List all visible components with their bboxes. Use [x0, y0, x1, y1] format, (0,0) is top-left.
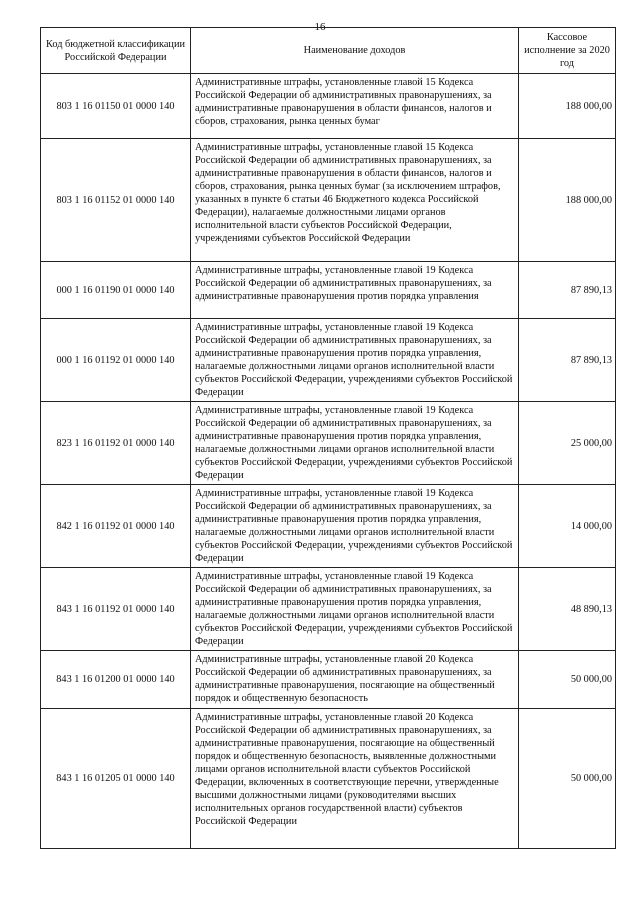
table-row: [41, 568, 616, 651]
table-row: [41, 651, 616, 709]
table-row: [41, 319, 616, 402]
row-name: Административные штрафы, установленные главой 19 Кодекса Российской Федерации об административных правонарушениях, за административные правонарушения против порядка управления: [191, 262, 519, 319]
row-amount: 188 000,00: [519, 74, 616, 139]
row-name: Административные штрафы, установленные главой 19 Кодекса Российской Федерации об административных правонарушениях, за административные правонарушения против порядка управления, налагаемые должностными лицами органов исполнительной власти субъектов Российской Федерации, учреждениями субъектов Российской Федерации: [191, 402, 519, 485]
row-amount: 50 000,00: [519, 709, 616, 849]
table-row: [41, 485, 616, 568]
row-name: Административные штрафы, установленные главой 19 Кодекса Российской Федерации об административных правонарушениях, за административные правонарушения против порядка управления, налагаемые должностными лицами органов исполнительной власти субъектов Российской Федерации, учреждениями субъектов Российской Федерации: [191, 568, 519, 651]
row-amount: 25 000,00: [519, 402, 616, 485]
row-name: Административные штрафы, установленные главой 15 Кодекса Российской Федерации об административных правонарушениях, за административные правонарушения в области финансов, налогов и сборов, страхования, рынка ценных бумаг: [191, 74, 519, 139]
table-row: [41, 709, 616, 849]
revenue-table: [40, 27, 616, 849]
page-number: 16: [314, 21, 326, 33]
row-code: 843 1 16 01200 01 0000 140: [41, 651, 191, 709]
table-row: [41, 139, 616, 262]
row-name: Административные штрафы, установленные главой 19 Кодекса Российской Федерации об административных правонарушениях, за административные правонарушения против порядка управления, налагаемые должностными лицами органов исполнительной власти субъектов Российской Федерации, учреждениями субъектов Российской Федерации: [191, 319, 519, 402]
row-amount: 188 000,00: [519, 139, 616, 262]
row-amount: 87 890,13: [519, 319, 616, 402]
row-code: 843 1 16 01205 01 0000 140: [41, 709, 191, 849]
row-code: 843 1 16 01192 01 0000 140: [41, 568, 191, 651]
row-code: 000 1 16 01192 01 0000 140: [41, 319, 191, 402]
row-name: Административные штрафы, установленные главой 15 Кодекса Российской Федерации об административных правонарушениях, за административные правонарушения в области финансов, налогов и сборов, страхования, рынка ценных бумаг (за исключением штрафов, указанных в пункте 6 статьи 46 Бюджетного кодекса Российской Федерации), налагаемые должностными лицами органов исполнительной власти субъектов Российской Федерации, учреждениями субъектов Российской Федерации: [191, 139, 519, 262]
row-amount: 14 000,00: [519, 485, 616, 568]
row-code: 000 1 16 01190 01 0000 140: [41, 262, 191, 319]
row-amount: 87 890,13: [519, 262, 616, 319]
table-header-row: [41, 28, 616, 74]
row-code: 842 1 16 01192 01 0000 140: [41, 485, 191, 568]
header-code: Код бюджетной классификации Российской Федерации: [41, 28, 191, 74]
table-row: [41, 262, 616, 319]
row-code: 823 1 16 01192 01 0000 140: [41, 402, 191, 485]
row-name: Административные штрафы, установленные главой 20 Кодекса Российской Федерации об административных правонарушениях, за административные правонарушения, посягающие на общественный порядок и общественную безопасность: [191, 651, 519, 709]
header-name: Наименование доходов: [191, 28, 519, 74]
row-name: Административные штрафы, установленные главой 19 Кодекса Российской Федерации об административных правонарушениях, за административные правонарушения против порядка управления, налагаемые должностными лицами органов исполнительной власти субъектов Российской Федерации, учреждениями субъектов Российской Федерации: [191, 485, 519, 568]
table-row: [41, 402, 616, 485]
row-name: Административные штрафы, установленные главой 20 Кодекса Российской Федерации об административных правонарушениях, за административные правонарушения, посягающие на общественный порядок и общественную безопасность, выявленные должностными лицами органов исполнительной власти субъектов Российской Федерации, включенных в соответствующие перечни, утвержденные высшими должностными лицами (руководителями высших исполнительных органов государственной власти) субъектов Российской Федерации: [191, 709, 519, 849]
row-amount: 48 890,13: [519, 568, 616, 651]
row-code: 803 1 16 01150 01 0000 140: [41, 74, 191, 139]
table-row: [41, 74, 616, 139]
header-amount: Кассовое исполнение за 2020 год: [519, 28, 616, 74]
row-amount: 50 000,00: [519, 651, 616, 709]
row-code: 803 1 16 01152 01 0000 140: [41, 139, 191, 262]
